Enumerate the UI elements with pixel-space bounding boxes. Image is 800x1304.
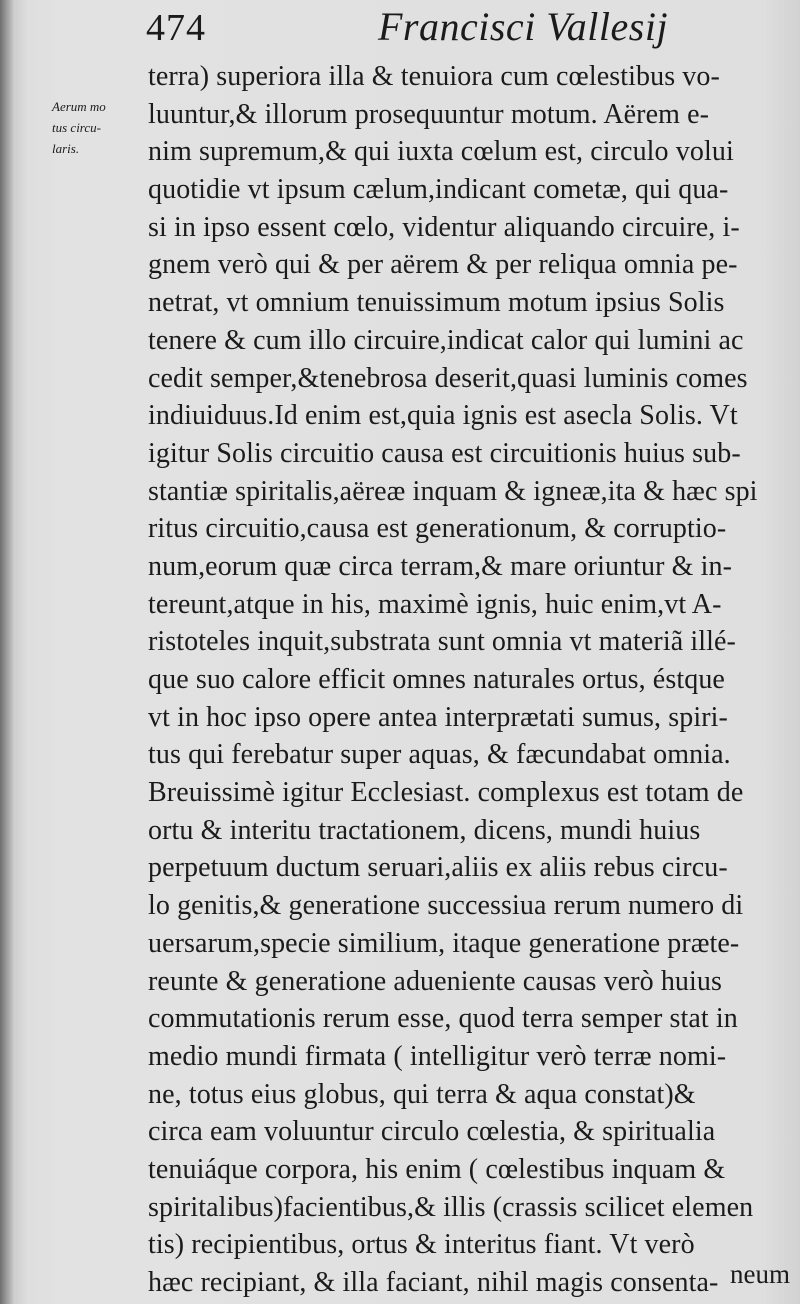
text-line: tis) recipientibus, ortus & interitus fiant. Vt verò bbox=[148, 1229, 695, 1261]
margin-note bbox=[52, 96, 148, 159]
margin-note-line: Aerum mo bbox=[52, 99, 106, 114]
text-line: luuntur,& illorum prosequuntur motum. Aërem e- bbox=[148, 98, 710, 130]
text-line: tus qui ferebatur super aquas, & fæcundabat omnia. bbox=[148, 739, 731, 771]
page-gutter bbox=[0, 0, 14, 1304]
margin-note-line: tus circu- bbox=[52, 120, 101, 135]
text-line: ne, totus eius globus, qui terra & aqua constat)& bbox=[148, 1078, 696, 1110]
text-line: uersarum,specie similium, itaque generatione præte- bbox=[148, 927, 740, 959]
text-line: vt in hoc ipso opere antea interprætati sumus, spiri- bbox=[148, 701, 728, 733]
text-line: Breuissimè igitur Ecclesiast. complexus est totam de bbox=[148, 777, 744, 809]
text-line: circa eam voluuntur circulo cœlestia, & spiritualia bbox=[148, 1116, 716, 1148]
text-line: ristoteles inquit,substrata sunt omnia vt materiã illé- bbox=[148, 626, 736, 658]
text-line: ortu & interitu tractationem, dicens, mundi huius bbox=[148, 814, 701, 846]
text-line: medio mundi firmata ( intelligitur verò terræ nomi- bbox=[148, 1040, 727, 1072]
text-line: si in ipso essent cœlo, videntur aliquando circuire, i- bbox=[148, 211, 740, 243]
text-line: tenere & cum illo circuire,indicat calor qui lumini ac bbox=[148, 324, 744, 356]
margin-note-line: laris. bbox=[52, 141, 80, 156]
text-line: commutationis rerum esse, quod terra semper stat in bbox=[148, 1003, 738, 1035]
text-line: hæc recipiant, & illa faciant, nihil magis consenta- bbox=[148, 1267, 719, 1298]
text-line: lo genitis,& generatione successiua rerum numero di bbox=[148, 890, 744, 922]
text-line: igitur Solis circuitio causa est circuitionis huius sub- bbox=[148, 437, 741, 469]
text-line: que suo calore efficit omnes naturales ortus, éstque bbox=[148, 664, 725, 695]
text-line: tereunt,atque in his, maximè ignis, huic enim,vt A- bbox=[148, 588, 722, 620]
text-line: cedit semper,&tenebrosa deserit,quasi luminis comes bbox=[148, 362, 748, 394]
text-line: quotidie vt ipsum cælum,indicant cometæ, qui qua- bbox=[148, 174, 729, 206]
text-line: nim supremum,& qui iuxta cœlum est, circulo volui bbox=[148, 136, 734, 168]
text-line: num,eorum quæ circa terram,& mare oriuntur & in- bbox=[148, 550, 733, 582]
body-text bbox=[148, 58, 778, 1302]
text-line: indiuiduus.Id enim est,quia ignis est asecla Solis. Vt bbox=[148, 400, 738, 432]
text-line: terra) superiora illa & tenuiora cum cœlestibus vo- bbox=[148, 61, 720, 92]
text-line: perpetuum ductum seruari,aliis ex aliis rebus circu- bbox=[148, 852, 728, 884]
text-line: reunte & generatione adueniente causas verò huius bbox=[148, 965, 723, 997]
text-line: gnem verò qui & per aërem & per reliqua omnia pe- bbox=[148, 249, 738, 281]
page-number: 474 bbox=[146, 7, 206, 49]
text-line: stantiæ spiritalis,aëreæ inquam & igneæ,ita & hæc spi bbox=[148, 475, 758, 507]
text-line: tenuiáque corpora, his enim ( cœlestibus inquam & bbox=[148, 1153, 726, 1185]
text-line: ritus circuitio,causa est generationum, & corruptio- bbox=[148, 513, 727, 545]
catchword: neum bbox=[730, 1259, 790, 1289]
text-line: spiritalibus)facientibus,& illis (crassis scilicet elemen bbox=[148, 1191, 754, 1223]
running-head: Francisci Vallesij bbox=[378, 4, 669, 49]
text-line: netrat, vt omnium tenuissimum motum ipsius Solis bbox=[148, 287, 725, 319]
